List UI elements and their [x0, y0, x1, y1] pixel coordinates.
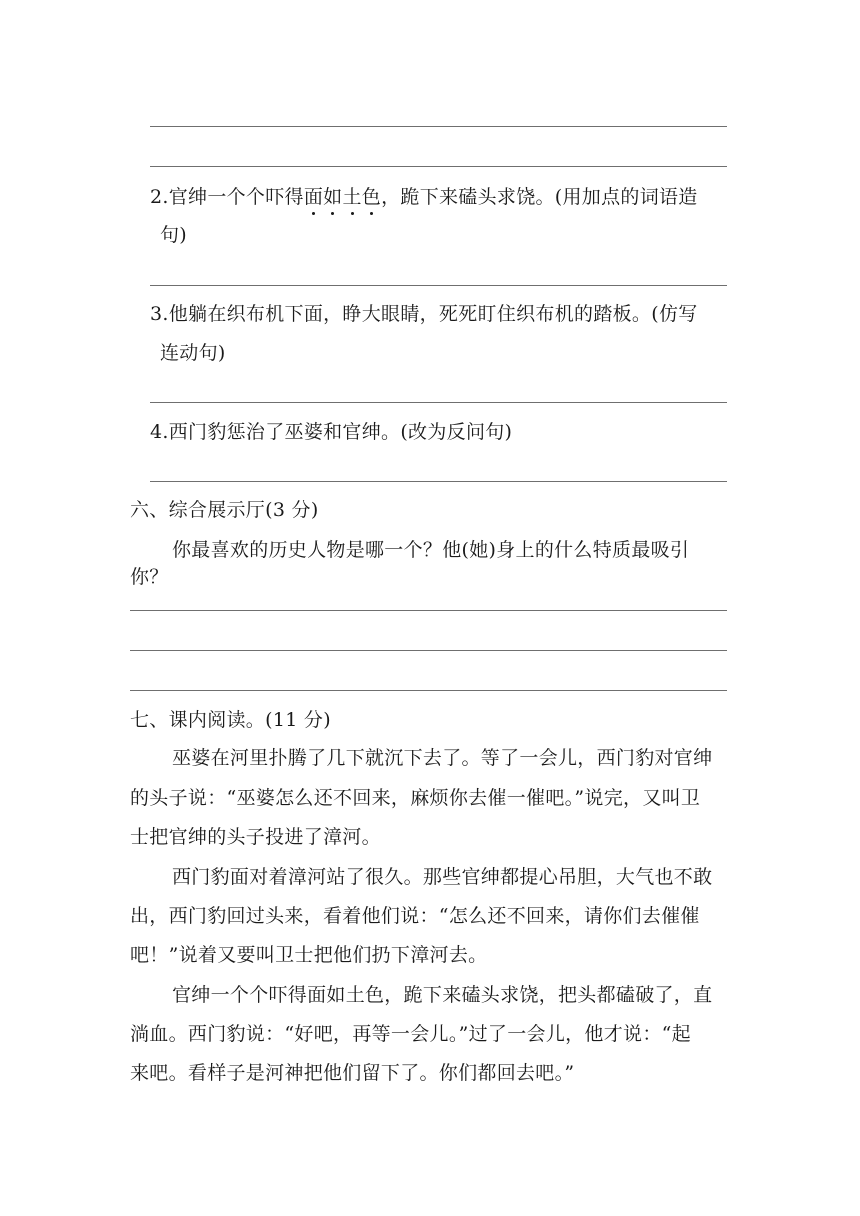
passage-paragraph-3-line-1: 官绅一个个吓得面如土色，跪下来磕头求饶，把头都磕破了，直: [172, 984, 713, 1006]
passage-paragraph-2-line-1: 西门豹面对着漳河站了很久。那些官绅都提心吊胆，大气也不敢: [172, 866, 713, 888]
dotted-char: 色: [361, 186, 382, 208]
answer-line[interactable]: [150, 166, 727, 167]
question-3-line-1: 3.他躺在织布机下面，睁大眼睛，死死盯住织布机的踏板。(仿写: [150, 303, 698, 325]
passage-paragraph-3-line-2: 淌血。西门豹说：“好吧，再等一会儿。”过了一会儿，他才说：“起: [130, 1023, 691, 1045]
section-6-heading: 六、综合展示厅(3 分): [130, 499, 319, 521]
dotted-char: 如: [323, 186, 343, 208]
section-6-prompt-line-1: 你最喜欢的历史人物是哪一个？他(她)身上的什么特质最吸引: [172, 539, 690, 561]
answer-line[interactable]: [150, 285, 727, 286]
question-2-line-2: 句): [160, 224, 188, 246]
section-6-prompt-line-2: 你？: [130, 566, 169, 588]
question-4-line-1: 4.西门豹惩治了巫婆和官绅。(改为反问句): [150, 421, 513, 443]
answer-line[interactable]: [130, 610, 727, 611]
question-2-line-1: [150, 186, 698, 208]
question-2-text-pre: 官绅一个个吓得: [168, 186, 304, 208]
question-3-line-2: 连动句): [160, 342, 226, 364]
answer-line[interactable]: [150, 481, 727, 482]
answer-line[interactable]: [130, 690, 727, 691]
passage-paragraph-3-line-3: 来吧。看样子是河神把他们留下了。你们都回去吧。”: [130, 1062, 575, 1084]
dotted-char: 面: [303, 186, 324, 208]
passage-paragraph-1-line-2: 的头子说：“巫婆怎么还不回来，麻烦你去催一催吧。”说完，又叫卫: [130, 787, 701, 809]
dotted-char: 土: [342, 186, 362, 208]
question-2-text-post: ，跪下来磕头求饶。(用加点的词语造: [381, 186, 698, 208]
passage-paragraph-1-line-3: 士把官绅的头子投进了漳河。: [130, 826, 381, 848]
passage-paragraph-2-line-2: 出，西门豹回过头来，看着他们说：“怎么还不回来，请你们去催催: [130, 905, 700, 927]
passage-paragraph-1-line-1: 巫婆在河里扑腾了几下就沉下去了。等了一会儿，西门豹对官绅: [172, 747, 713, 769]
passage-paragraph-2-line-3: 吧！”说着又要叫卫士把他们扔下漳河去。: [130, 944, 488, 966]
answer-line[interactable]: [150, 402, 727, 403]
question-2-number: 2.: [150, 186, 169, 208]
answer-line[interactable]: [130, 650, 727, 651]
section-7-heading: 七、课内阅读。(11 分): [130, 709, 331, 731]
answer-line[interactable]: [150, 126, 727, 127]
